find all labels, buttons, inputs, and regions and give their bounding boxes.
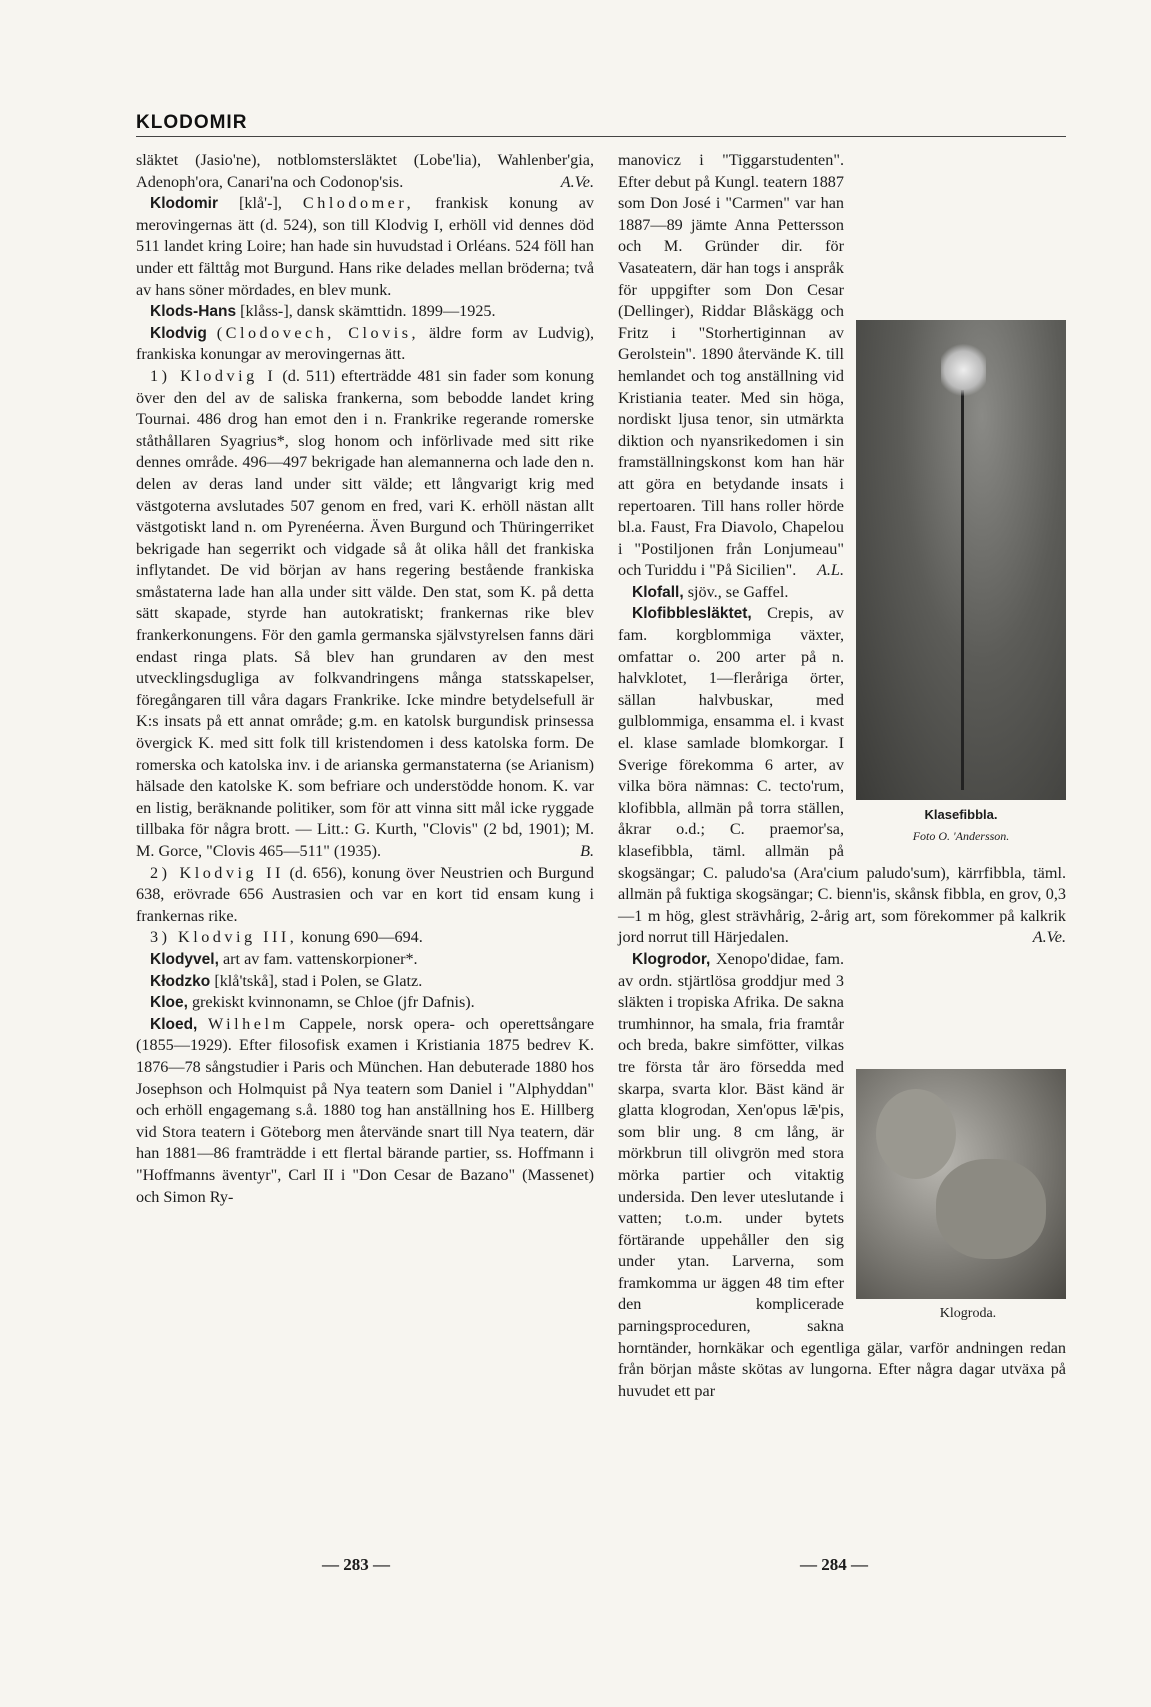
entry-klodvig: Klodvig (Clodovech, Clovis, äldre form av Ludvig), frankiska konungar av merovingernas ätt. bbox=[136, 323, 595, 364]
figure-caption: Klasefibbla. bbox=[924, 807, 998, 822]
entry-klodvig-2: 2) Klodvig II (d. 656), konung över Neustrien och Burgund 638, erövrade 656 Austrasien och var en kort tid ensam kung i frankernas rike. bbox=[136, 863, 594, 925]
entry-klods-hans: Klods-Hans [klåss-], dansk skämttidn. 1899—1925. bbox=[150, 302, 496, 321]
frog-shape bbox=[876, 1089, 956, 1179]
plant-stem-shape bbox=[961, 390, 964, 790]
running-header: KLODOMIR bbox=[136, 112, 248, 133]
entry-klodomir: Klodomir [klå'-], Chlodomer, frankisk konung av merovingernas ätt (d. 524), son till Klodvig I, erhöll vid dennes död 511 landet kring Loire; han hade sin huvudstad i Orléans. 524 föll han under ett fälttåg mot Burgund. Hans rike delades mellan bröderna; två av hans söner mördades, en blev munk. bbox=[136, 194, 594, 299]
photo-klasefibbla bbox=[856, 320, 1066, 800]
page-number-right: — 284 — bbox=[800, 1555, 868, 1574]
entry-kloed: Kloed, Wilhelm Cappele, norsk opera- och operettsångare (1855—1929). Efter filosofisk examen i Kristiania 1875 bedrev K. 1876—78 sångstudier i Paris och München. Han debuterade 1880 hos Josephson och Holmquist på Nya teatern som Daniel i "Alphyddan" och erhöll engagemang s.å. 1880 tog han anställning hos E. Hillberg vid Stora teatern i Göteborg men återvände snart till Nya teatern, där han 1881—86 framträdde i ett flertal bärande partier, ss. Hoffmann i "Hoffmanns äventyr", Carl II i "Don Cesar de Bazano" (Massenet) och Simon Ry- bbox=[136, 1014, 595, 1206]
entry-klodvig-3: 3) Klodvig III, konung 690—694. bbox=[150, 928, 423, 947]
header-rule bbox=[136, 136, 1066, 137]
entry-kloe: Kloe, grekiskt kvinnonamn, se Chloe (jfr Dafnis). bbox=[150, 993, 475, 1012]
left-column bbox=[136, 150, 594, 1208]
entry-klodzko: Kłodzko [klå'tskå], stad i Polen, se Glatz. bbox=[150, 971, 423, 990]
flower-shape bbox=[941, 340, 986, 400]
figure-klogroda bbox=[856, 1069, 1066, 1325]
right-column bbox=[618, 150, 1066, 1402]
entry-klofibblesläktet: Klofibblesläktet, Crepis, av fam. korgblommiga växter, omfattar o. 200 arter på n. halvklotet, 1—fleråriga örter, sällan halvbuskar, med gulblommiga, ensamma el. i kvast el. klase samlade blomkorgar. I Sverige förekomma 6 arter, av vilka böra nämnas: C. tecto'rum, klofibbla, allmän på torra ställen, åkrar o.d.; C. praemor'sa, klasefibbla, täml. allmän på skogsängar; C. paludo'sa (Ara'cium paludo'sum), kärrfibbla, täml. allmän på fuktiga skogsängar; C. bienn'is, skånsk fibbla, en grov, 0,3—1 m hög, glest strävhårig, 2-årig art, som förekommer på kalkrik jord norrut till Härjedalen. A.Ve. bbox=[618, 604, 1066, 947]
entry-klofall: Klofall, sjöv., se Gaffel. bbox=[632, 582, 789, 601]
figure-caption: Klogroda. bbox=[939, 1305, 997, 1321]
figure-klasefibbla bbox=[856, 320, 1066, 847]
entry-klodyvel: Klodyvel, art av fam. vattenskorpioner*. bbox=[150, 949, 418, 968]
entry-kloed-continued: Klasefibbla. Foto O. 'Andersson. manovicz i "Tiggarstudenten". Efter debut på Kungl. teatern 1887 som Don José i "Carmen" var han 1887—89 jämte Anna Pettersson och M. Gründer dir. för Vasateatern, där han togs i anspråk för uppgifter som Don Cesar (Dellinger), Riddar Blåskägg och Fritz i "Storhertiginnan av Gerolstein". 1890 återvände K. till hemlandet och tog anställning vid Kristiania teater. Med sin höga, nordiskt ljusa tenor, sin utmärkta diktion och nyansrikedomen i sin framställningskonst kom han här att göra en betydande insats i repertoaren. Till hans roller hörde bl.a. Faust, Fra Diavolo, Chapelou i "Postiljonen från Lonjumeau" och Turiddu i "På Sicilien". A.L. bbox=[618, 150, 1066, 582]
figure-credit: Foto O. 'Andersson. bbox=[912, 828, 1010, 843]
entry-klodvig-1: 1) Klodvig I (d. 511) efterträdde 481 sin fader som konung över den del av de saliska frankerna, som bebodde landet kring Tournai. 486 drog han emot den i n. Frankrike regerande romerske ståthållaren Syagrius*, slog honom och införlivade med sitt rike dennes område. 496—497 bekrigade han alemannerna och lade den n. delen av deras land under sitt välde; ett långvarigt krig med västgoterna avslutades 507 genom en fred, vari K. erhöll nästan allt västgotiskt land n. om Pyrenéerna. Även Burgund och Thüringerriket bekrigade han segerrikt och vidgade så åt olika håll det frankiska inflytandet. De vid början av hans regering bestående frankiska småstaterna lade han alla under sitt välde. Den stat, som K. på detta sätt skapade, styrde han autokratiskt; frankernas rike blev frankerkonungens. För den gamla germanska självstyrelsen fanns däri endast ringa plats. Så blev han grundaren av den mest utvecklingsdugliga av folkvandringens många statsskapelser, föregångaren till våra dagars Frankrike. Icke mindre betydelsefull är K:s insats på ett annat område; g.m. en katolsk burgundisk prinsessa övergick K. med sitt folk till kristendomen i dess katolska form. De romerska och katolska inv. i de arianska germanstaterna (se Arianism) hälsade den katolske K. som befriare och understödde honom. K. var en listig, beräknande politiker, som för att vinna sitt mål icke ryggade tillbaka för några brott. — Litt.: G. Kurth, "Clovis" (2 bd, 1901); M. M. Gorce, "Clovis 465—511" (1935). B. bbox=[136, 366, 594, 860]
photo-klogroda bbox=[856, 1069, 1066, 1299]
entry-continuation: släktet (Jasio'ne), notblomstersläktet (Lobe'lia), Wahlenber'gia, Adenoph'ora, Canari'na och Codonop'sis. A.Ve. bbox=[136, 151, 594, 191]
page-number-left: — 283 — bbox=[322, 1555, 390, 1574]
frog-shape bbox=[936, 1159, 1046, 1259]
entry-klogrodor: Klogroda. Klogrodor, Xenopo'didae, fam. av ordn. stjärtlösa groddjur med 3 släkten i tropiska Afrika. De sakna trumhinnor, ha smala, fria framtår och breda, bakre simfötter, vilkas tre första tår äro försedda med skarpa, svarta klor. Bäst känd är glatta klogrodan, Xen'opus lǣ'pis, som blir ung. 8 cm lång, är mörkbrun till olivgrön med stora mörka partier och vitaktig undersida. Den lever uteslutande i vatten; t.o.m. under bytets förtärande uppehåller den sig under ytan. Larverna, som framkomma ur äggen 48 tim efter den komplicerade parningsproceduren, sakna horntänder, hornkäkar och egentliga gälar, varför andningen redan från början måste skötas av lungorna. Efter några dagar utväxa på huvudet ett par bbox=[618, 949, 1066, 1400]
